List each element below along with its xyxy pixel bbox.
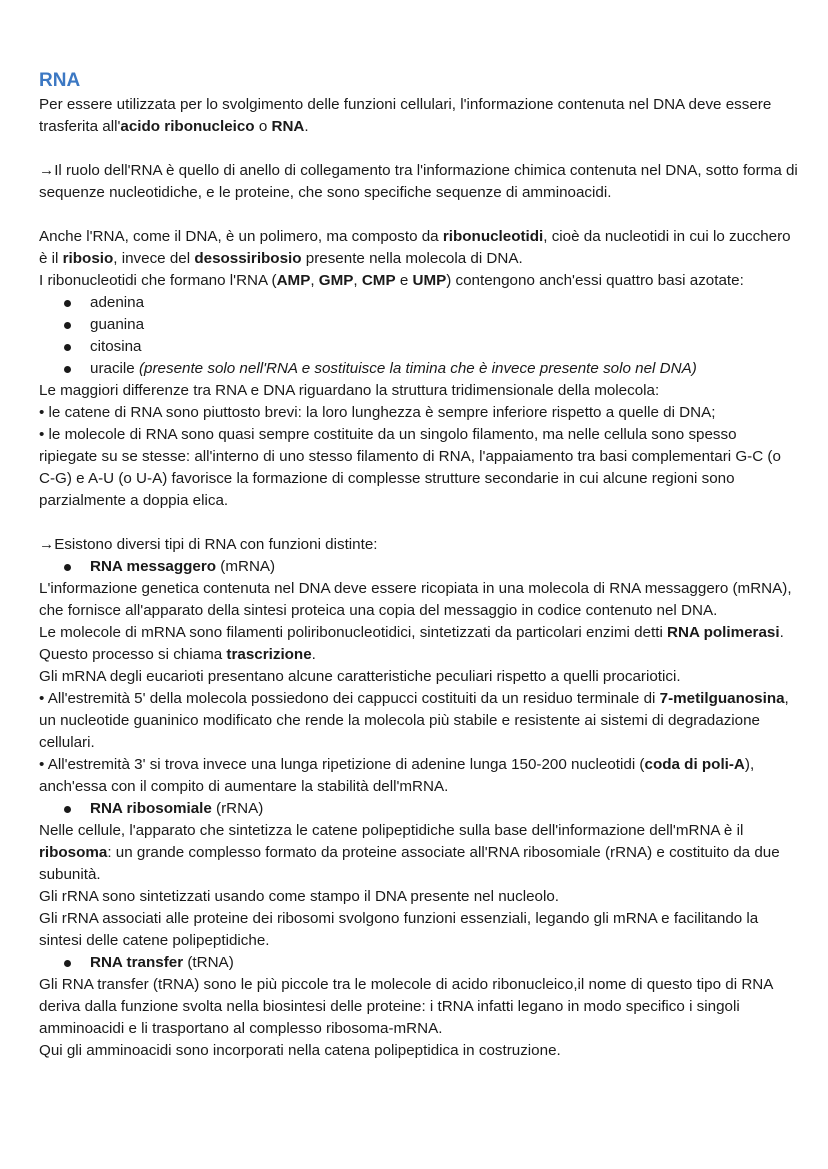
ribo-bold-gmp: GMP	[318, 272, 354, 289]
bullet-icon	[64, 806, 71, 813]
intro-bold-rna: RNA	[271, 118, 305, 135]
ribo-bold-cmp: CMP	[361, 272, 396, 289]
ribo-sep-2: ,	[353, 272, 362, 289]
bullet-icon	[64, 344, 71, 351]
differences-item-1: • le catene di RNA sono piuttosto brevi: la loro lunghezza è sempre inferiore rispetto a quelle di DNA;	[39, 404, 716, 421]
base-uracile-note: (presente solo nell'RNA e sostituisce la timina che è invece presente solo nel DNA)	[138, 360, 697, 377]
ribo-sep-1: ,	[310, 272, 319, 289]
bases-list	[39, 292, 799, 380]
ribonucleotides-paragraph	[39, 270, 799, 292]
rrna-paragraph-3: Gli rRNA associati alle proteine dei ribosomi svolgono funzioni essenziali, legando gli mRNA e facilitando la sintesi delle catene polipeptidiche.	[39, 910, 759, 949]
trna-paragraph-2: Qui gli amminoacidi sono incorporati nella catena polipeptidica in costruzione.	[39, 1042, 561, 1059]
mrna-p6-text-end: ), anch'essa con il compito di aumentare la stabilità dell'mRNA.	[39, 756, 755, 795]
mrna-paragraph-5	[39, 688, 799, 754]
mrna-paragraph-4: Gli mRNA degli eucarioti presentano alcune caratteristiche peculiari rispetto a quelli procariotici.	[39, 668, 681, 685]
rrna-p1-bold: ribosoma	[39, 844, 108, 861]
rrna-p1-text-end: : un grande complesso formato da proteine associate all'RNA ribosomiale (rRNA) e costituito da due subunità.	[39, 844, 780, 883]
rrna-heading-bold: RNA ribosomiale	[90, 800, 212, 817]
mrna-heading	[39, 556, 799, 578]
rrna-abbr: (rRNA)	[211, 800, 264, 817]
rrna-paragraph-1	[39, 820, 799, 886]
rrna-p1-text: Nelle cellule, l'apparato che sintetizza le catene polipeptidiche sulla base dell'informazione dell'mRNA è il	[39, 822, 744, 839]
trna-heading	[39, 952, 799, 974]
mrna-paragraph-3	[39, 644, 799, 666]
mrna-p2-bold: RNA polimerasi	[667, 624, 780, 641]
mrna-p3-text: Questo processo si chiama	[39, 646, 227, 663]
list-item	[39, 292, 799, 314]
rrna-paragraph-2: Gli rRNA sono sintetizzati usando come stampo il DNA presente nel nucleolo.	[39, 888, 560, 905]
ribo-text-b: ) contengono anch'essi quattro basi azotate:	[446, 272, 744, 289]
polymer-bold-ribosio: ribosio	[62, 250, 114, 267]
mrna-p2-period: .	[779, 624, 784, 641]
polymer-bold-ribonucleotidi: ribonucleotidi	[442, 228, 544, 245]
mrna-p2-text: Le molecole di mRNA sono filamenti poliribonucleotidici, sintetizzati da particolari enzimi detti	[39, 624, 668, 641]
polymer-paragraph	[39, 226, 799, 270]
page-title: RNA	[39, 70, 81, 91]
mrna-p3-bold: trascrizione	[226, 646, 312, 663]
polymer-bold-desossiribosio: desossiribosio	[194, 250, 302, 267]
rrna-heading	[39, 798, 799, 820]
mrna-p6-text: • All'estremità 3' si trova invece una lunga ripetizione di adenine lunga 150-200 nucleotidi (	[39, 756, 645, 773]
mrna-p6-bold: coda di poli-A	[644, 756, 745, 773]
document-page	[39, 69, 799, 1062]
base-adenina: adenina	[90, 294, 145, 311]
trna-heading-list	[39, 952, 799, 974]
differences-intro: Le maggiori differenze tra RNA e DNA riguardano la struttura tridimensionale della molecola:	[39, 382, 660, 399]
polymer-text-e: , invece del	[113, 250, 195, 267]
bullet-icon	[64, 564, 71, 571]
base-citosina: citosina	[90, 338, 142, 355]
types-intro: →Esistono diversi tipi di RNA con funzioni distinte:	[39, 536, 378, 553]
intro-bold-acido: acido ribonucleico	[120, 118, 255, 135]
mrna-paragraph-6	[39, 754, 799, 798]
bullet-icon	[64, 322, 71, 329]
base-uracile: uracile	[90, 360, 139, 377]
mrna-p5-text: • All'estremità 5' della molecola possiedono dei cappucci costituiti da un residuo terminale di	[39, 690, 660, 707]
polymer-text-g: presente nella molecola di DNA.	[301, 250, 523, 267]
mrna-heading-bold: RNA messaggero	[90, 558, 217, 575]
list-item	[39, 358, 799, 380]
trna-abbr: (tRNA)	[183, 954, 234, 971]
polymer-text-c: , cioè da nucleotidi in cui lo zucchero è il	[39, 228, 791, 267]
mrna-abbr: (mRNA)	[216, 558, 276, 575]
bullet-icon	[64, 366, 71, 373]
mrna-p3-period: .	[311, 646, 316, 663]
mrna-p5-bold: 7-metilguanosina	[659, 690, 785, 707]
role-paragraph: →Il ruolo dell'RNA è quello di anello di collegamento tra l'informazione chimica contenuta nel DNA, sotto forma di sequenze nucleotidiche, e le proteine, che sono specifiche sequenze di amminoacidi.	[39, 162, 798, 201]
polymer-text-a: Anche l'RNA, come il DNA, è un polimero, ma composto da	[39, 228, 443, 245]
intro-text-or: o	[254, 118, 272, 135]
ribo-bold-amp: AMP	[276, 272, 311, 289]
mrna-heading-list	[39, 556, 799, 578]
list-item	[39, 336, 799, 358]
bullet-icon	[64, 960, 71, 967]
rrna-heading-list	[39, 798, 799, 820]
list-item	[39, 314, 799, 336]
differences-item-2: • le molecole di RNA sono quasi sempre costituite da un singolo filamento, ma nelle cellula sono spesso ripiegate su se stesse: all'interno di uno stesso filamento di RNA, l'appaiamento tra basi complementari G-C (o C-G) e A-U (o U-A) favorisce la formazione di complesse strutture secondarie in cui alcune regioni sono parzialmente a doppia elica.	[39, 426, 781, 509]
intro-paragraph	[39, 94, 799, 138]
mrna-p5-text-end: , un nucleotide guaninico modificato che rende la molecola più stabile e resistente ai sistemi di degradazione cellulari.	[39, 690, 789, 751]
intro-period: .	[304, 118, 309, 135]
base-guanina: guanina	[90, 316, 145, 333]
trna-heading-bold: RNA transfer	[90, 954, 184, 971]
mrna-paragraph-1: L'informazione genetica contenuta nel DNA deve essere ricopiata in una molecola di RNA messaggero (mRNA), che fornisce all'apparato della sintesi proteica una copia del messaggio in codice contenuto nel DNA.	[39, 580, 792, 619]
trna-paragraph-1: Gli RNA transfer (tRNA) sono le più piccole tra le molecole di acido ribonucleico,il nome di questo tipo di RNA deriva dalla funzione svolta nella biosintesi delle proteine: i tRNA infatti legano in modo specifico i singoli amminoacidi e li trasportano al complesso ribosoma-mRNA.	[39, 976, 773, 1037]
ribo-text-a: I ribonucleotidi che formano l'RNA (	[39, 272, 277, 289]
bullet-icon	[64, 300, 71, 307]
ribo-bold-ump: UMP	[412, 272, 447, 289]
mrna-paragraph-2	[39, 622, 799, 644]
ribo-sep-3: e	[395, 272, 413, 289]
intro-text: Per essere utilizzata per lo svolgimento delle funzioni cellulari, l'informazione contenuta nel DNA deve essere trasferita all'	[39, 96, 772, 135]
